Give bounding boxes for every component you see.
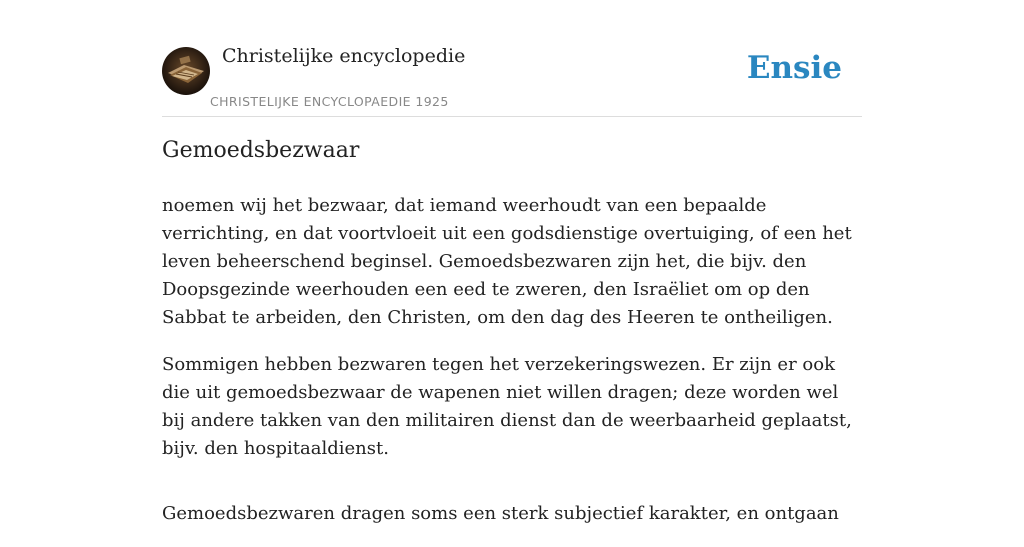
article-body bbox=[162, 192, 862, 547]
article-paragraph: Sommigen hebben bezwaren tegen het verzekeringswezen. Er zijn er ook die uit gemoedsbezwaar de wapenen niet willen dragen; deze worden wel bij andere takken van den militairen dienst dan de weerbaarheid geplaatst, bijv. den hospitaaldienst. bbox=[162, 354, 852, 459]
book-photo-icon bbox=[162, 47, 210, 95]
article-paragraph: noemen wij het bezwaar, dat iemand weerhoudt van een bepaalde verrichting, en dat voortvloeit uit een godsdienstige overtuiging, of een het leven beheerschend beginsel. Gemoedsbezwaren zijn het, die bijv. den Doopsgezinde weerhouden een eed te zweren, den Israëliet om op den Sabbat te arbeiden, den Christen, om den dag des Heeren te ontheiligen. bbox=[162, 195, 852, 328]
site-subtitle: CHRISTELIJKE ENCYCLOPAEDIE 1925 bbox=[210, 94, 449, 109]
site-header bbox=[162, 0, 862, 117]
article-paragraph: Gemoedsbezwaren dragen soms een sterk subjectief karakter, en ontgaan bbox=[162, 503, 839, 524]
site-name[interactable]: Christelijke encyclopedie bbox=[222, 45, 466, 67]
brand-logo-link[interactable]: Ensie bbox=[746, 50, 842, 86]
avatar[interactable] bbox=[162, 47, 210, 95]
page-container bbox=[162, 0, 862, 524]
article-title: Gemoedsbezwaar bbox=[162, 138, 360, 163]
